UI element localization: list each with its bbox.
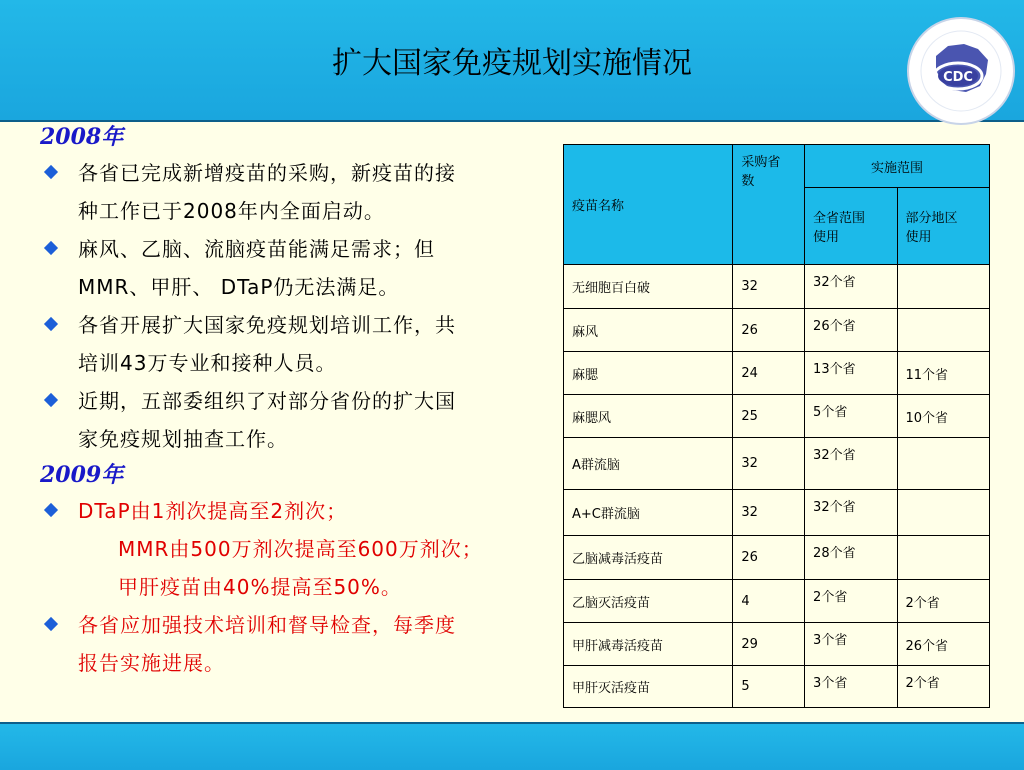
bullet-2009-1-line3: 甲肝疫苗由40%提高至50%。 — [118, 575, 402, 599]
cdc-logo — [906, 16, 1016, 126]
footer-bar — [0, 722, 1024, 770]
table-row: 无细胞百白破 32 32个省 — [564, 265, 990, 309]
table-row: A群流脑 32 32个省 — [564, 438, 990, 490]
bullet-2008-1: 各省已完成新增疫苗的采购，新疫苗的接 种工作已于2008年内全面启动。 — [40, 154, 550, 230]
vaccine-table — [563, 144, 990, 708]
bullet-2009-2: 各省应加强技术培训和督导检查，每季度 报告实施进展。 — [40, 606, 550, 682]
header-scope: 实施范围 — [805, 145, 990, 188]
table-row: 麻腮风 25 5个省 10个省 — [564, 395, 990, 438]
bullet-2008-2: 麻风、乙脑、流脑疫苗能满足需求；但 MMR、甲肝、 DTaP仍无法满足。 — [40, 230, 550, 306]
table-header-row — [564, 145, 990, 188]
table-row: 麻腮 24 13个省 11个省 — [564, 352, 990, 395]
bullet-2008-3: 各省开展扩大国家免疫规划培训工作，共 培训43万专业和接种人员。 — [40, 306, 550, 382]
table-row: 乙脑减毒活疫苗 26 28个省 — [564, 536, 990, 580]
header-bar — [0, 0, 1024, 122]
header-partial-region: 部分地区使用 — [897, 188, 989, 265]
table-row: A+C群流脑 32 32个省 — [564, 490, 990, 536]
table-row: 甲肝减毒活疫苗 29 3个省 26个省 — [564, 623, 990, 666]
diamond-bullet-icon — [44, 393, 58, 407]
bullet-2008-4: 近期，五部委组织了对部分省份的扩大国 家免疫规划抽查工作。 — [40, 382, 550, 458]
diamond-bullet-icon — [44, 165, 58, 179]
header-purchase-count: 采购省数 — [733, 145, 805, 265]
bullet-2009-1-line2: MMR由500万剂次提高至600万剂次； — [118, 537, 483, 561]
year-2009-heading: 2009年 — [40, 462, 124, 488]
diamond-bullet-icon — [44, 617, 58, 631]
content-text — [40, 120, 550, 682]
table-row: 麻风 26 26个省 — [564, 309, 990, 352]
diamond-bullet-icon — [44, 317, 58, 331]
bullet-2009-1: DTaP由1剂次提高至2剂次； — [40, 492, 550, 530]
page-title: 扩大国家免疫规划实施情况 — [332, 46, 692, 81]
year-2008-heading: 2008年 — [40, 124, 124, 150]
diamond-bullet-icon — [44, 241, 58, 255]
cdc-logo-text: CDC — [943, 70, 973, 85]
table-row: 乙脑灭活疫苗 4 2个省 2个省 — [564, 580, 990, 623]
header-vaccine-name: 疫苗名称 — [564, 145, 733, 265]
diamond-bullet-icon — [44, 503, 58, 517]
header-full-province: 全省范围使用 — [805, 188, 897, 265]
table-row: 甲肝灭活疫苗 5 3个省 2个省 — [564, 666, 990, 708]
